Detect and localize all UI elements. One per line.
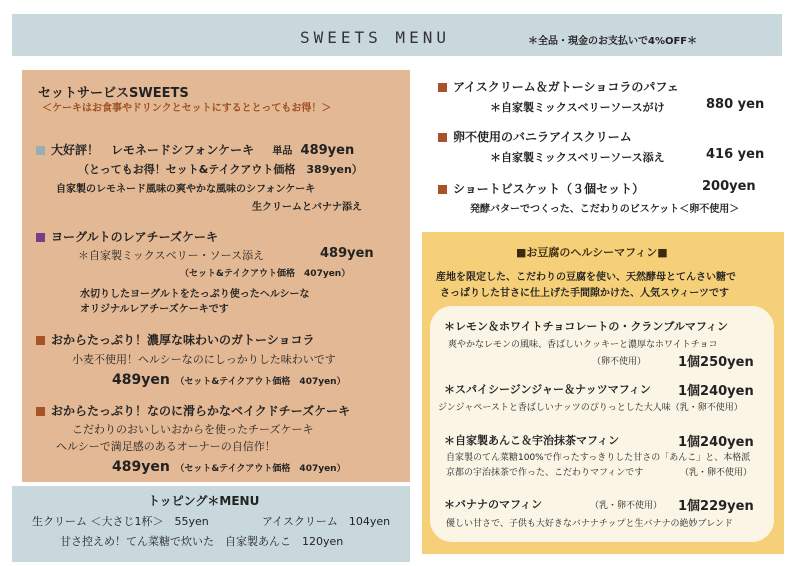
item-name: おからたっぷり！濃厚な味わいのガトーショコラ: [51, 333, 315, 347]
muffin-price: 1個250yen: [678, 355, 754, 370]
muffin-description: 京都の宇治抹茶で作った、こだわりマフィンです: [446, 468, 644, 478]
item-sauce: ＊自家製ミックスベリーソース添え: [490, 151, 665, 164]
item-price: 416 yen: [706, 147, 765, 162]
item-sauce: ＊自家製ミックスベリーソースがけ: [490, 101, 665, 114]
muffin-allergy: （乳・卵不使用）: [590, 501, 663, 511]
set-price-line: （とってもお得！セット&テイクアウト価格 389yen）: [78, 163, 363, 176]
item-description: 水切りしたヨーグルトをたっぷり使ったヘルシーな: [80, 289, 310, 300]
muffin-price: 1個229yen: [678, 499, 754, 514]
item-name: おからたっぷり！なのに滑らかなベイクドチーズケーキ: [51, 404, 351, 418]
menu-item-parfait: [438, 78, 679, 95]
set-service-title: セットサービスSWEETS: [38, 86, 189, 101]
set-price-line: （セット&テイクアウト価格 407yen）: [175, 377, 346, 387]
muffin-description: 爽やかなレモンの風味、香ばしいクッキーと濃厚なホワイトチョコ: [448, 340, 718, 350]
item-price: 489yen: [300, 143, 355, 158]
item-name: アイスクリーム＆ガトーショコラのパフェ: [453, 80, 679, 94]
item-price: 200yen: [702, 179, 756, 194]
muffin-description: ジンジャペーストと香ばしいナッツのぴりっとした大人味（乳・卵不使用）: [438, 403, 743, 413]
item-description: こだわりのおいしいおからを使ったチーズケーキ: [72, 423, 314, 436]
muffin-lemon-name: ＊レモン＆ホワイトチョコレートの・クランブルマフィン: [444, 320, 729, 333]
set-price-line: （セット&テイクアウト価格 407yen）: [175, 464, 346, 474]
item-description: 自家製のレモネード風味の爽やかな風味のシフォンケーキ: [56, 184, 316, 195]
square-bullet-icon: [438, 83, 447, 92]
muffin-allergy: （卵不使用）: [592, 357, 647, 367]
muffin-description: 優しい甘さで、子供も大好きなバナナチップと生バナナの絶妙ブレンド: [446, 519, 733, 529]
set-service-subtitle: ＜ケーキはお食事やドリンクとセットにするととってもお得！＞: [42, 103, 332, 114]
square-bullet-icon: [438, 185, 447, 194]
item-name: 卵不使用のバニラアイスクリーム: [453, 130, 632, 144]
item-price-row: [112, 369, 346, 388]
topping-icecream: アイスクリーム 104yen: [262, 515, 391, 528]
muffin-description: 自家製のてん菜糖100%で作ったすっきりした甘さの「あんこ」と、本格派: [446, 453, 751, 463]
set-price-line: （セット&テイクアウト価格 407yen）: [180, 269, 351, 279]
menu-item-short-biscuit: [438, 180, 644, 197]
muffin-ginger-name: ＊スパイシージンジャー＆ナッツマフィン: [444, 383, 651, 396]
discount-note: ＊全品・現金のお支払いで4%OFF＊: [528, 36, 698, 47]
muffin-matcha-name: ＊自家製あんこ＆宇治抹茶マフィン: [444, 434, 620, 447]
item-name: ヨーグルトのレアチーズケーキ: [51, 230, 219, 244]
item-description: ヘルシーで満足感のあるオーナーの自信作！: [56, 440, 276, 453]
item-price: 489yen: [112, 372, 170, 388]
item-description: 生クリームとバナナ添え: [252, 202, 362, 213]
muffin-price: 1個240yen: [678, 435, 754, 450]
muffin-title: ■お豆腐のヘルシーマフィン■: [516, 246, 668, 259]
topping-anko: 甘さ控えめ！てん菜糖で炊いた 自家製あんこ 120yen: [60, 535, 344, 548]
square-bullet-icon: [36, 233, 45, 242]
square-bullet-icon: [36, 336, 45, 345]
item-sauce: ＊自家製ミックスベリー・ソース添え: [78, 249, 265, 262]
muffin-intro: さっぱりした甘さに仕上げた手間隙かけた、人気スウィーツです: [440, 288, 729, 299]
muffin-allergy: （乳・卵不使用）: [680, 468, 753, 478]
muffin-banana-name: ＊バナナのマフィン: [444, 498, 543, 511]
square-bullet-icon: [438, 133, 447, 142]
menu-item-gateau-chocolat: [36, 331, 315, 348]
item-description: 発酵バターでつくった、こだわりのビスケット＜卵不使用＞: [470, 204, 740, 215]
item-description: オリジナルレアチーズケーキです: [80, 304, 229, 315]
menu-item-vanilla-icecream: [438, 128, 632, 145]
menu-item-yogurt-cheesecake: [36, 228, 218, 245]
item-description: 小麦不使用！ヘルシーなのにしっかりした味わいです: [72, 353, 336, 366]
muffin-intro: 産地を限定した、こだわりの豆腐を使い、天然酵母とてんさい糖で: [436, 272, 736, 283]
item-name: ショートビスケット（３個セット）: [453, 182, 645, 196]
topping-title: トッピング＊MENU: [148, 494, 260, 508]
item-price-row: [112, 456, 346, 475]
topping-cream: 生クリーム ＜大さじ1杯＞ 55yen: [32, 515, 209, 528]
menu-item-baked-cheesecake: [36, 402, 350, 419]
single-label: 単品: [272, 146, 293, 157]
muffin-price: 1個240yen: [678, 384, 754, 399]
item-price: 489yen: [112, 459, 170, 475]
item-price: 489yen: [320, 246, 374, 261]
item-name: 大好評！ レモネードシフォンケーキ: [51, 143, 255, 157]
square-bullet-icon: [36, 146, 45, 155]
item-price: 880 yen: [706, 97, 765, 112]
square-bullet-icon: [36, 407, 45, 416]
page-title: SWEETS MENU: [300, 28, 450, 47]
menu-item-lemonade-chiffon: [36, 141, 354, 158]
